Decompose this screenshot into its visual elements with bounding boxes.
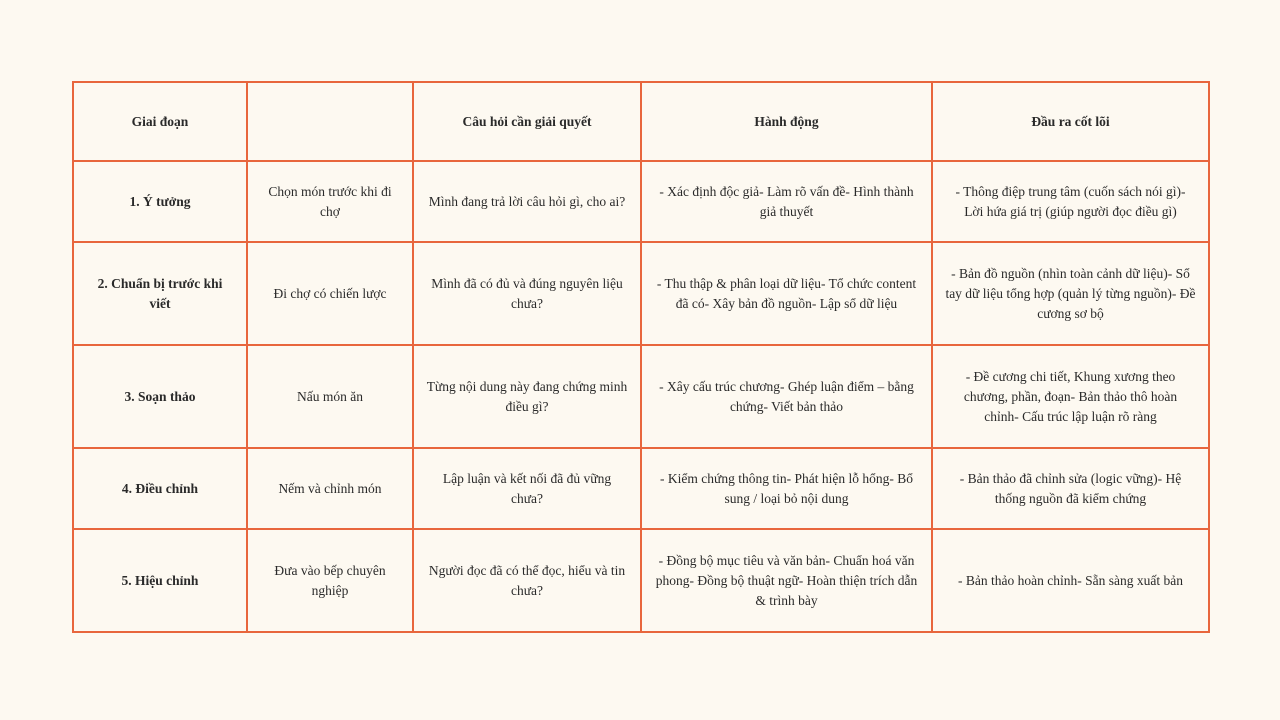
header-metaphor — [247, 82, 413, 161]
outputs-cell: - Đề cương chi tiết, Khung xương theo chương, phần, đoạn- Bản thảo thô hoàn chỉnh- Cấu trúc lập luận rõ ràng — [932, 345, 1209, 448]
question-cell: Người đọc đã có thể đọc, hiểu và tin chưa? — [413, 529, 641, 632]
stage-cell: 4. Điều chỉnh — [73, 448, 247, 529]
writing-process-table — [72, 81, 1210, 633]
header-actions: Hành động — [641, 82, 932, 161]
table-row — [73, 529, 1209, 632]
outputs-cell: - Bản thảo đã chỉnh sửa (logic vững)- Hệ thống nguồn đã kiểm chứng — [932, 448, 1209, 529]
outputs-cell: - Bản thảo hoàn chỉnh- Sẵn sàng xuất bản — [932, 529, 1209, 632]
actions-cell: - Kiểm chứng thông tin- Phát hiện lỗ hổng- Bổ sung / loại bỏ nội dung — [641, 448, 932, 529]
question-cell: Từng nội dung này đang chứng minh điều gì? — [413, 345, 641, 448]
table-header-row — [73, 82, 1209, 161]
table-row — [73, 242, 1209, 345]
stage-cell: 5. Hiệu chỉnh — [73, 529, 247, 632]
actions-cell: - Thu thập & phân loại dữ liệu- Tổ chức content đã có- Xây bản đồ nguồn- Lập sổ dữ liệu — [641, 242, 932, 345]
metaphor-cell: Đi chợ có chiến lược — [247, 242, 413, 345]
stage-cell: 2. Chuẩn bị trước khi viết — [73, 242, 247, 345]
question-cell: Lập luận và kết nối đã đủ vững chưa? — [413, 448, 641, 529]
actions-cell: - Đồng bộ mục tiêu và văn bản- Chuẩn hoá văn phong- Đồng bộ thuật ngữ- Hoàn thiện trích dẫn & trình bày — [641, 529, 932, 632]
metaphor-cell: Nấu món ăn — [247, 345, 413, 448]
metaphor-cell: Nếm và chỉnh món — [247, 448, 413, 529]
table-row — [73, 448, 1209, 529]
outputs-cell: - Bản đồ nguồn (nhìn toàn cảnh dữ liệu)- Sổ tay dữ liệu tổng hợp (quản lý từng nguồn)- Đề cương sơ bộ — [932, 242, 1209, 345]
metaphor-cell: Đưa vào bếp chuyên nghiệp — [247, 529, 413, 632]
header-stage: Giai đoạn — [73, 82, 247, 161]
question-cell: Mình đang trả lời câu hỏi gì, cho ai? — [413, 161, 641, 242]
actions-cell: - Xác định độc giả- Làm rõ vấn đề- Hình thành giả thuyết — [641, 161, 932, 242]
stage-cell: 1. Ý tưởng — [73, 161, 247, 242]
header-outputs: Đầu ra cốt lõi — [932, 82, 1209, 161]
actions-cell: - Xây cấu trúc chương- Ghép luận điểm – bằng chứng- Viết bản thảo — [641, 345, 932, 448]
metaphor-cell: Chọn món trước khi đi chợ — [247, 161, 413, 242]
question-cell: Mình đã có đủ và đúng nguyên liệu chưa? — [413, 242, 641, 345]
table-row — [73, 345, 1209, 448]
table-row — [73, 161, 1209, 242]
stage-cell: 3. Soạn thảo — [73, 345, 247, 448]
outputs-cell: - Thông điệp trung tâm (cuốn sách nói gì)- Lời hứa giá trị (giúp người đọc điều gì) — [932, 161, 1209, 242]
header-question: Câu hỏi cần giải quyết — [413, 82, 641, 161]
